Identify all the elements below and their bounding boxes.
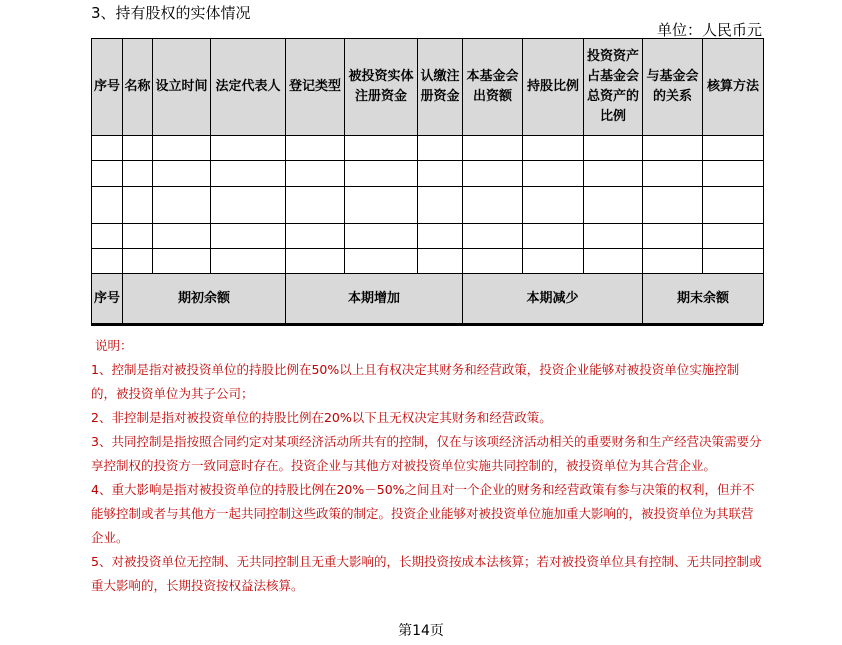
table-cell (211, 187, 286, 224)
table-cell (123, 249, 153, 274)
table-cell (418, 161, 463, 187)
table-cell (643, 224, 703, 249)
note-item: 2、非控制是指对被投资单位的持股比例在20%以下且无权决定其财务和经营政策。 (91, 410, 552, 425)
col-header-relation: 与基金会的关系 (643, 39, 703, 136)
table-cell (703, 161, 764, 187)
table-cell (418, 136, 463, 161)
table-cell (463, 161, 523, 187)
table-cell (463, 136, 523, 161)
table-cell (92, 224, 123, 249)
equity-entity-table (91, 38, 764, 324)
table-cell (92, 161, 123, 187)
table-cell (523, 249, 584, 274)
summary-header-decrease: 本期减少 (463, 274, 643, 324)
table-cell (153, 136, 211, 161)
col-header-method: 核算方法 (703, 39, 764, 136)
table-cell (345, 136, 418, 161)
table-cell (286, 187, 345, 224)
note-item: 1、控制是指对被投资单位的持股比例在50%以上且有权决定其财务和经营政策，投资企业能够对被投资单位实施控制的，被投资单位为其子公司； (91, 362, 740, 401)
table-row (92, 136, 764, 161)
table-cell (523, 161, 584, 187)
table-cell (523, 136, 584, 161)
table-row (92, 187, 764, 224)
table-bottom-rule (91, 323, 763, 326)
col-header-reg-type: 登记类型 (286, 39, 345, 136)
notes-section (91, 334, 763, 598)
table-cell (123, 224, 153, 249)
summary-header-closing: 期末余额 (643, 274, 764, 324)
table-cell (418, 249, 463, 274)
summary-header-increase: 本期增加 (286, 274, 463, 324)
table-cell (153, 187, 211, 224)
table-cell (703, 136, 764, 161)
table-cell (211, 224, 286, 249)
table-cell (463, 187, 523, 224)
table-cell (703, 224, 764, 249)
table-cell (123, 136, 153, 161)
summary-header-opening: 期初余额 (123, 274, 286, 324)
table-cell (211, 161, 286, 187)
table-cell (703, 187, 764, 224)
table-cell (286, 249, 345, 274)
table-cell (286, 224, 345, 249)
summary-header-row (92, 274, 764, 324)
table-cell (584, 249, 643, 274)
table-cell (643, 249, 703, 274)
table-cell (123, 161, 153, 187)
col-header-index: 序号 (92, 39, 123, 136)
table-cell (286, 136, 345, 161)
summary-header-index: 序号 (92, 274, 123, 324)
col-header-contribution: 本基金会出资额 (463, 39, 523, 136)
table-cell (92, 187, 123, 224)
table-cell (523, 224, 584, 249)
table-cell (92, 136, 123, 161)
table-cell (463, 224, 523, 249)
section-title: 3、持有股权的实体情况 (91, 4, 251, 22)
table-cell (463, 249, 523, 274)
table-cell (523, 187, 584, 224)
table-cell (92, 249, 123, 274)
col-header-investee-capital: 被投资实体注册资金 (345, 39, 418, 136)
table-header-row (92, 39, 764, 136)
col-header-share-ratio: 持股比例 (523, 39, 584, 136)
table-cell (345, 224, 418, 249)
table-cell (703, 249, 764, 274)
table-cell (345, 187, 418, 224)
table-cell (286, 161, 345, 187)
col-header-asset-ratio: 投资资产占基金会总资产的比例 (584, 39, 643, 136)
table-cell (643, 187, 703, 224)
table-cell (153, 224, 211, 249)
col-header-name: 名称 (123, 39, 153, 136)
table-cell (153, 249, 211, 274)
table-cell (418, 224, 463, 249)
table-cell (584, 161, 643, 187)
table-cell (643, 136, 703, 161)
table-cell (643, 161, 703, 187)
table-row (92, 224, 764, 249)
table-cell (123, 187, 153, 224)
table-cell (345, 249, 418, 274)
table-cell (584, 224, 643, 249)
table-cell (584, 187, 643, 224)
table-cell (153, 161, 211, 187)
note-item: 4、重大影响是指对被投资单位的持股比例在20%－50%之间且对一个企业的财务和经营政策有参与决策的权利，但并不能够控制或者与其他方一起共同控制这些政策的制定。投资企业能够对被投资单位施加重大影响的，被投资单位为其联营企业。 (91, 482, 755, 545)
col-header-established: 设立时间 (153, 39, 211, 136)
table-cell (584, 136, 643, 161)
notes-title: 说明： (95, 338, 133, 353)
table-cell (211, 136, 286, 161)
col-header-subscribed-capital: 认缴注册资金 (418, 39, 463, 136)
col-header-legal-rep: 法定代表人 (211, 39, 286, 136)
table-row (92, 161, 764, 187)
note-item: 5、对被投资单位无控制、无共同控制且无重大影响的，长期投资按成本法核算；若对被投资单位具有控制、无共同控制或重大影响的，长期投资按权益法核算。 (91, 554, 762, 593)
table-cell (418, 187, 463, 224)
table-cell (345, 161, 418, 187)
table-row (92, 249, 764, 274)
table-cell (211, 249, 286, 274)
page-number: 第14页 (398, 623, 444, 639)
note-item: 3、共同控制是指按照合同约定对某项经济活动所共有的控制，仅在与该项经济活动相关的重要财务和生产经营决策需要分享控制权的投资方一致同意时存在。投资企业与其他方对被投资单位实施共同控制的，被投资单位为其合营企业。 (91, 434, 762, 473)
currency-unit: 单位：人民币元 (656, 21, 762, 39)
